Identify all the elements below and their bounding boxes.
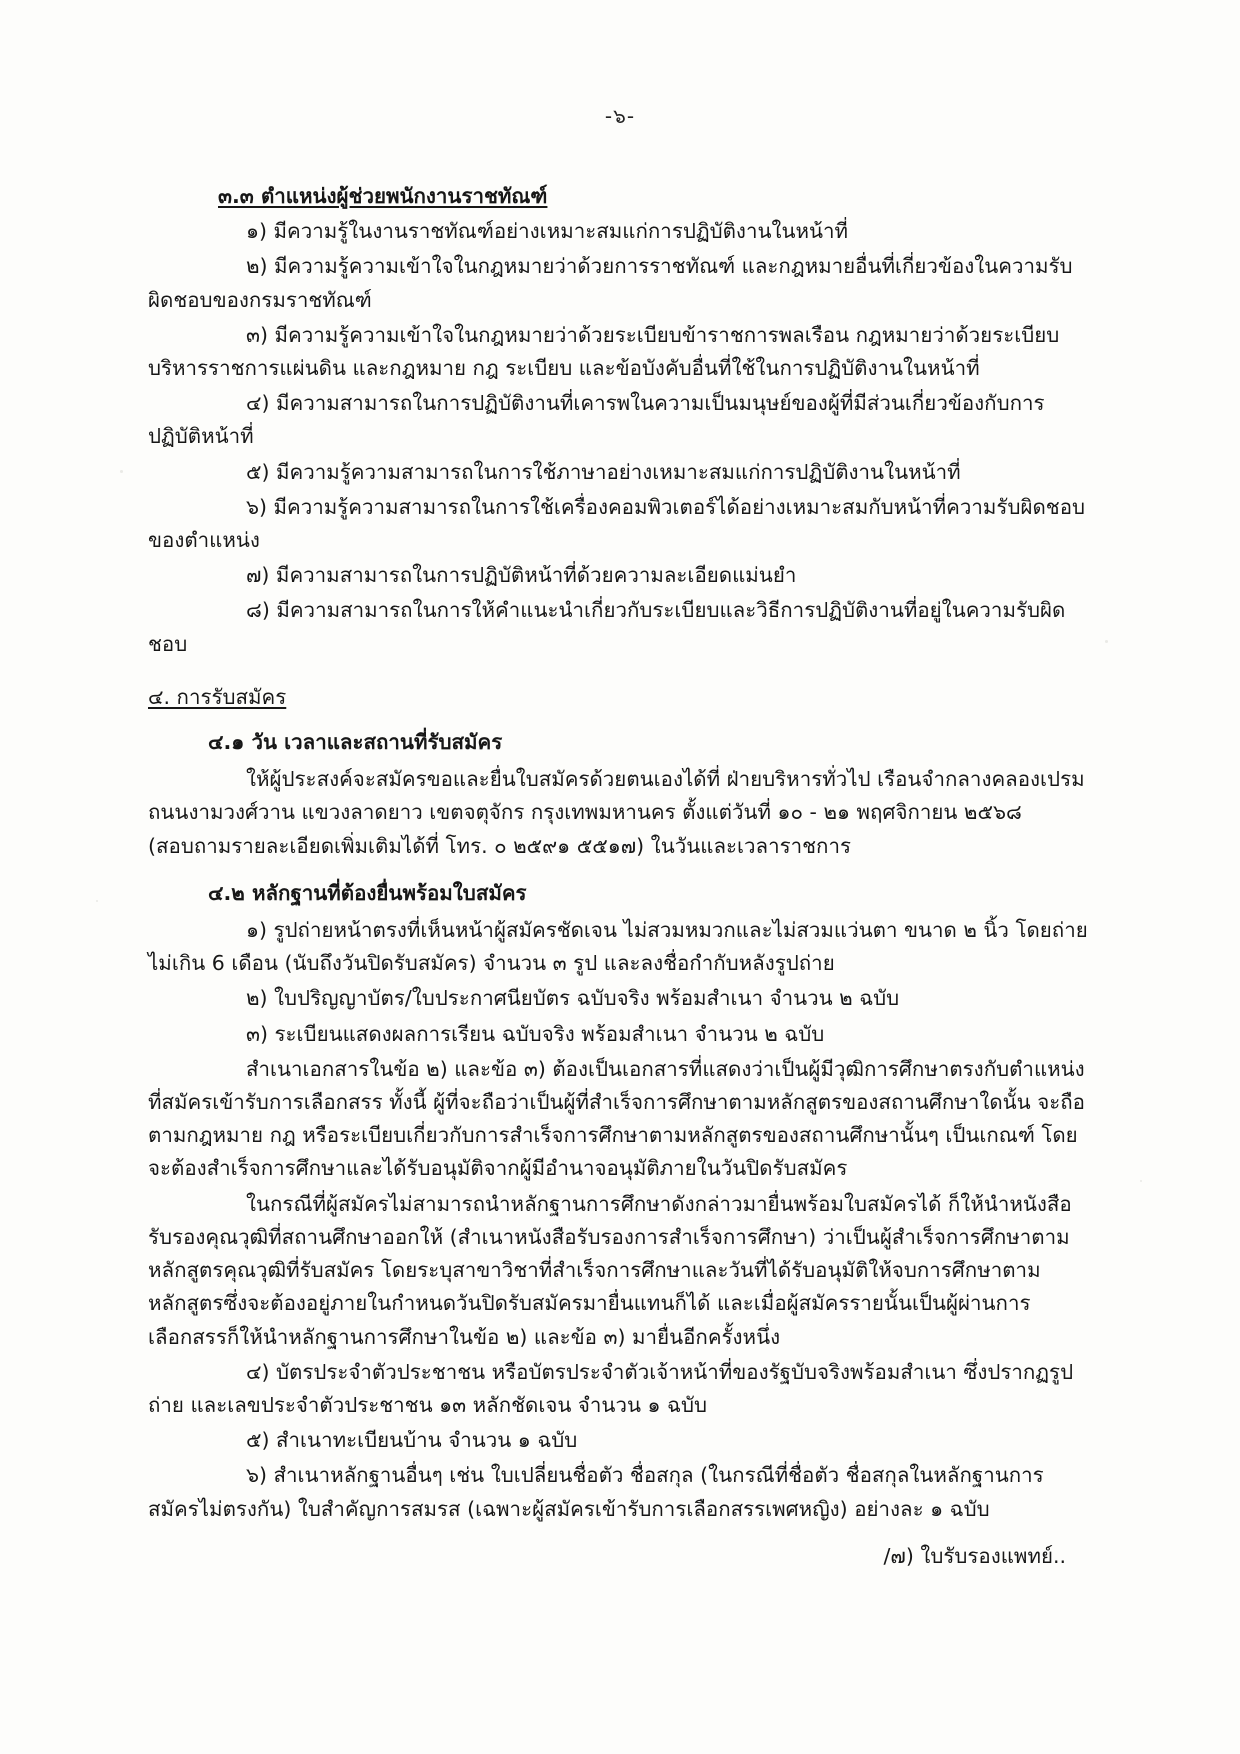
paragraph: ในกรณีที่ผู้สมัครไม่สามารถนำหลักฐานการศึกษาดังกล่าวมายื่นพร้อมใบสมัครได้ ก็ให้นำหนังสือรับรองคุณวุฒิที่สถานศึกษาออกให้ (สำเนาหนังสือรับรองการสำเร็จการศึกษา) ว่าเป็นผู้สำเร็จการศึกษาตามหลักสูตรคุณวุฒิที่รับสมัคร โดยระบุสาขาวิชาที่สำเร็จการศึกษาและวันที่ได้รับอนุมัติให้จบการศึกษาตามหลักสูตรซึ่งจะต้องอยู่ภายในกำหนดวันปิดรับสมัครมายื่นแทนก็ได้ และเมื่อผู้สมัครรายนั้นเป็นผู้ผ่านการเลือกสรรก็ให้นำหลักฐานการศึกษาในข้อ ๒) และข้อ ๓) มายื่นอีกครั้งหนึ่ง (148, 1191, 1072, 1349)
scan-speck (120, 470, 123, 473)
list-item: ๘) มีความสามารถในการให้คำแนะนำเกี่ยวกับระเบียบและวิธีการปฏิบัติงานที่อยู่ในความรับผิดชอบ (148, 598, 1066, 656)
section-4-heading (148, 681, 1092, 714)
footer-note: /๗) ใบรับรองแพทย์.. (883, 1543, 1066, 1568)
paragraph: สำเนาเอกสารในข้อ ๒) และข้อ ๓) ต้องเป็นเอกสารที่แสดงว่าเป็นผู้มีวุฒิการศึกษาตรงกับตำแหน่งที่สมัครเข้ารับการเลือกสรร ทั้งนี้ ผู้ที่จะถือว่าเป็นผู้ที่สำเร็จการศึกษาตามหลักสูตรของสถานศึกษาใดนั้น จะถือตามกฎหมาย กฎ หรือระเบียบเกี่ยวกับการสำเร็จการศึกษาตามหลักสูตรของสถานศึกษานั้นๆ เป็นเกณฑ์ โดยจะต้องสำเร็จการศึกษาและได้รับอนุมัติจากผู้มีอำนาจอนุมัติภายในวันปิดรับสมัคร (148, 1056, 1085, 1181)
list-item: ๖) มีความรู้ความสามารถในการใช้เครื่องคอมพิวเตอร์ได้อย่างเหมาะสมกับหน้าที่ความรับผิดชอบของตำแหน่ง (148, 494, 1086, 553)
list-item: ๔) บัตรประจำตัวประชาชน หรือบัตรประจำตัวเจ้าหน้าที่ของรัฐบับจริงพร้อมสำเนา ซึ่งปรากฏรูปถ่าย และเลขประจำตัวประชาชน ๑๓ หลักชัดเจน จำนวน ๑ ฉบับ (148, 1359, 1074, 1417)
list-item: ๒) ใบปริญญาบัตร/ใบประกาศนียบัตร ฉบับจริง พร้อมสำเนา จำนวน ๒ ฉบับ (246, 986, 900, 1011)
list-item: ๔) มีความสามารถในการปฏิบัติงานที่เคารพในความเป็นมนุษย์ของผู้ที่มีส่วนเกี่ยวข้องกับการปฏิบัติหน้าที่ (148, 391, 1045, 449)
section-4 (148, 681, 1092, 1526)
section-4-2-heading: ๔.๒ หลักฐานที่ต้องยื่นพร้อมใบสมัคร (208, 880, 527, 905)
list-item: ๓) ระเบียนแสดงผลการเรียน ฉบับจริง พร้อมสำเนา จำนวน ๒ ฉบับ (246, 1021, 825, 1046)
list-item: ๕) สำเนาทะเบียนบ้าน จำนวน ๑ ฉบับ (246, 1428, 578, 1453)
page-number: -๖- (604, 104, 636, 128)
section-3-3 (148, 180, 1092, 661)
list-item: ๓) มีความรู้ความเข้าใจในกฎหมายว่าด้วยระเบียบข้าราชการพลเรือน กฎหมายว่าด้วยระเบียบบริหารราชการแผ่นดิน และกฎหมาย กฎ ระเบียบ และข้อบังคับอื่นที่ใช้ในการปฏิบัติงานในหน้าที่ (148, 322, 1060, 381)
list-item: ๑) รูปถ่ายหน้าตรงที่เห็นหน้าผู้สมัครชัดเจน ไม่สวมหมวกและไม่สวมแว่นตา ขนาด ๒ นิ้ว โดยถ่ายไม่เกิน 6 เดือน (นับถึงวันปิดรับสมัคร) จำนวน ๓ รูป และลงชื่อกำกับหลังรูปถ่าย (148, 918, 1088, 976)
list-item: ๖) สำเนาหลักฐานอื่นๆ เช่น ใบเปลี่ยนชื่อตัว ชื่อสกุล (ในกรณีที่ชื่อตัว ชื่อสกุลในหลักฐานการสมัครไม่ตรงกัน) ใบสำคัญการสมรส (เฉพาะผู้สมัครเข้ารับการเลือกสรรเพศหญิง) อย่างละ ๑ ฉบับ (148, 1463, 1044, 1521)
list-item: ๗) มีความสามารถในการปฏิบัติหน้าที่ด้วยความละเอียดแม่นยำ (246, 563, 797, 588)
scan-speck (1105, 640, 1108, 643)
paragraph: ให้ผู้ประสงค์จะสมัครขอและยื่นใบสมัครด้วยตนเองได้ที่ ฝ่ายบริหารทั่วไป เรือนจำกลางคลองเปรม ถนนงามวงศ์วาน แขวงลาดยาว เขตจตุจักร กรุงเทพมหานคร ตั้งแต่วันที่ ๑๐ - ๒๑ พฤศจิกายน ๒๕๖๘ (สอบถามรายละเอียดเพิ่มเติมได้ที่ โทร. ๐ ๒๕๙๑ ๕๕๑๗) ในวันและเวลาราชการ (148, 767, 1085, 858)
list-item: ๕) มีความรู้ความสามารถในการใช้ภาษาอย่างเหมาะสมแก่การปฏิบัติงานในหน้าที่ (246, 459, 961, 484)
scan-speck (96, 900, 98, 902)
section-4-1-heading: ๔.๑ วัน เวลาและสถานที่รับสมัคร (208, 730, 503, 755)
section-4-heading-text: ๔. การรับสมัคร (148, 684, 287, 709)
section-3-3-heading: ๓.๓ ตำแหน่งผู้ช่วยพนักงานราชทัณฑ์ (218, 184, 548, 208)
list-item: ๒) มีความรู้ความเข้าใจในกฎหมายว่าด้วยการราชทัณฑ์ และกฎหมายอื่นที่เกี่ยวข้องในความรับผิดชอบของกรมราชทัณฑ์ (148, 254, 1073, 312)
list-item: ๑) มีความรู้ในงานราชทัณฑ์อย่างเหมาะสมแก่การปฏิบัติงานในหน้าที่ (246, 219, 849, 244)
scan-speck (1140, 1180, 1142, 1182)
